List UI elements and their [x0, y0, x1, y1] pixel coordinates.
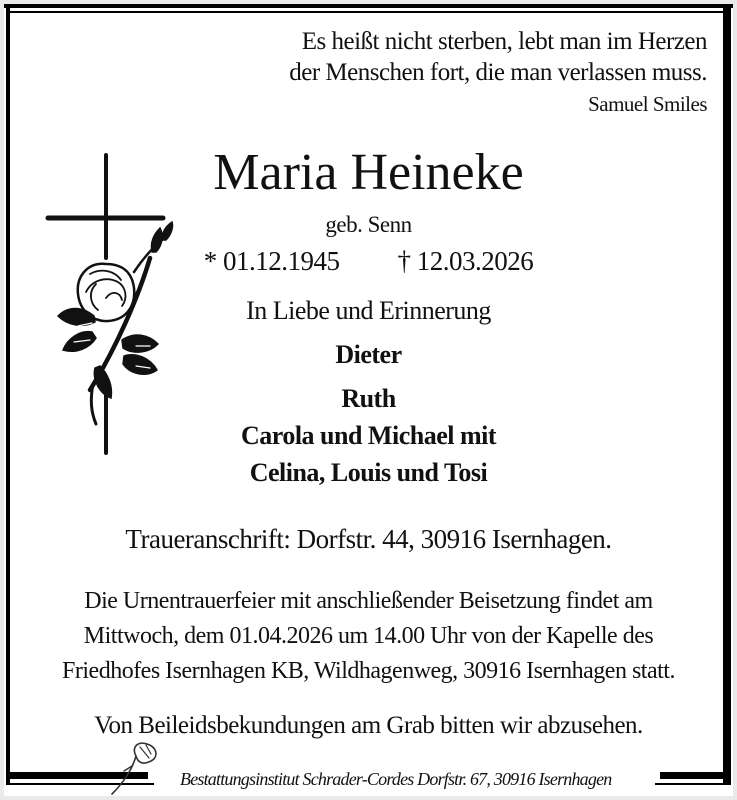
frame-bottom-right-thick-rule [660, 772, 731, 779]
birth-date: * 01.12.1945 [203, 246, 340, 276]
mourning-address: Traueranschrift: Dorfstr. 44, 30916 Isernhagen. [125, 524, 612, 554]
life-dates [0, 246, 737, 277]
mourner-name: Celina, Louis und Tosi [249, 458, 488, 487]
service-info-line3: Friedhofes Isernhagen KB, Wildhagenweg, 30916 Isernhagen statt. [62, 658, 675, 684]
mourner-name: Ruth [341, 384, 396, 413]
memorial-quote-line1: Es heißt nicht sterben, lebt man im Herzen [301, 28, 707, 55]
mourner-name: Carola und Michael mit [240, 421, 497, 450]
funeral-home-flower-icon [100, 740, 176, 797]
funeral-home-signature: Bestattungsinstitut Schrader-Cordes Dorfstr. 67, 30916 Isernhagen [180, 769, 612, 789]
frame-bottom-right-thin-rule [655, 783, 731, 785]
service-info-line2: Mittwoch, dem 01.04.2026 um 14.00 Uhr von der Kapelle des [83, 623, 654, 649]
memorial-quote [289, 26, 707, 120]
mourner-name: Dieter [335, 340, 402, 369]
service-info-line1: Die Urnentrauerfeier mit anschließender Beisetzung findet am [84, 588, 653, 614]
mourning-intro: In Liebe und Erinnerung [246, 296, 491, 325]
quote-attribution: Samuel Smiles [588, 92, 707, 116]
condolence-note: Von Beileidsbekundungen am Grab bitten wir abzusehen. [94, 712, 643, 739]
frame-top-thin-rule [10, 11, 724, 13]
death-date: † 12.03.2026 [397, 246, 534, 276]
maiden-name: geb. Senn [325, 212, 412, 237]
memorial-quote-line2: der Menschen fort, die man verlassen muss. [289, 59, 707, 86]
frame-top-thick-rule [3, 2, 734, 8]
deceased-name: Maria Heineke [213, 144, 524, 201]
